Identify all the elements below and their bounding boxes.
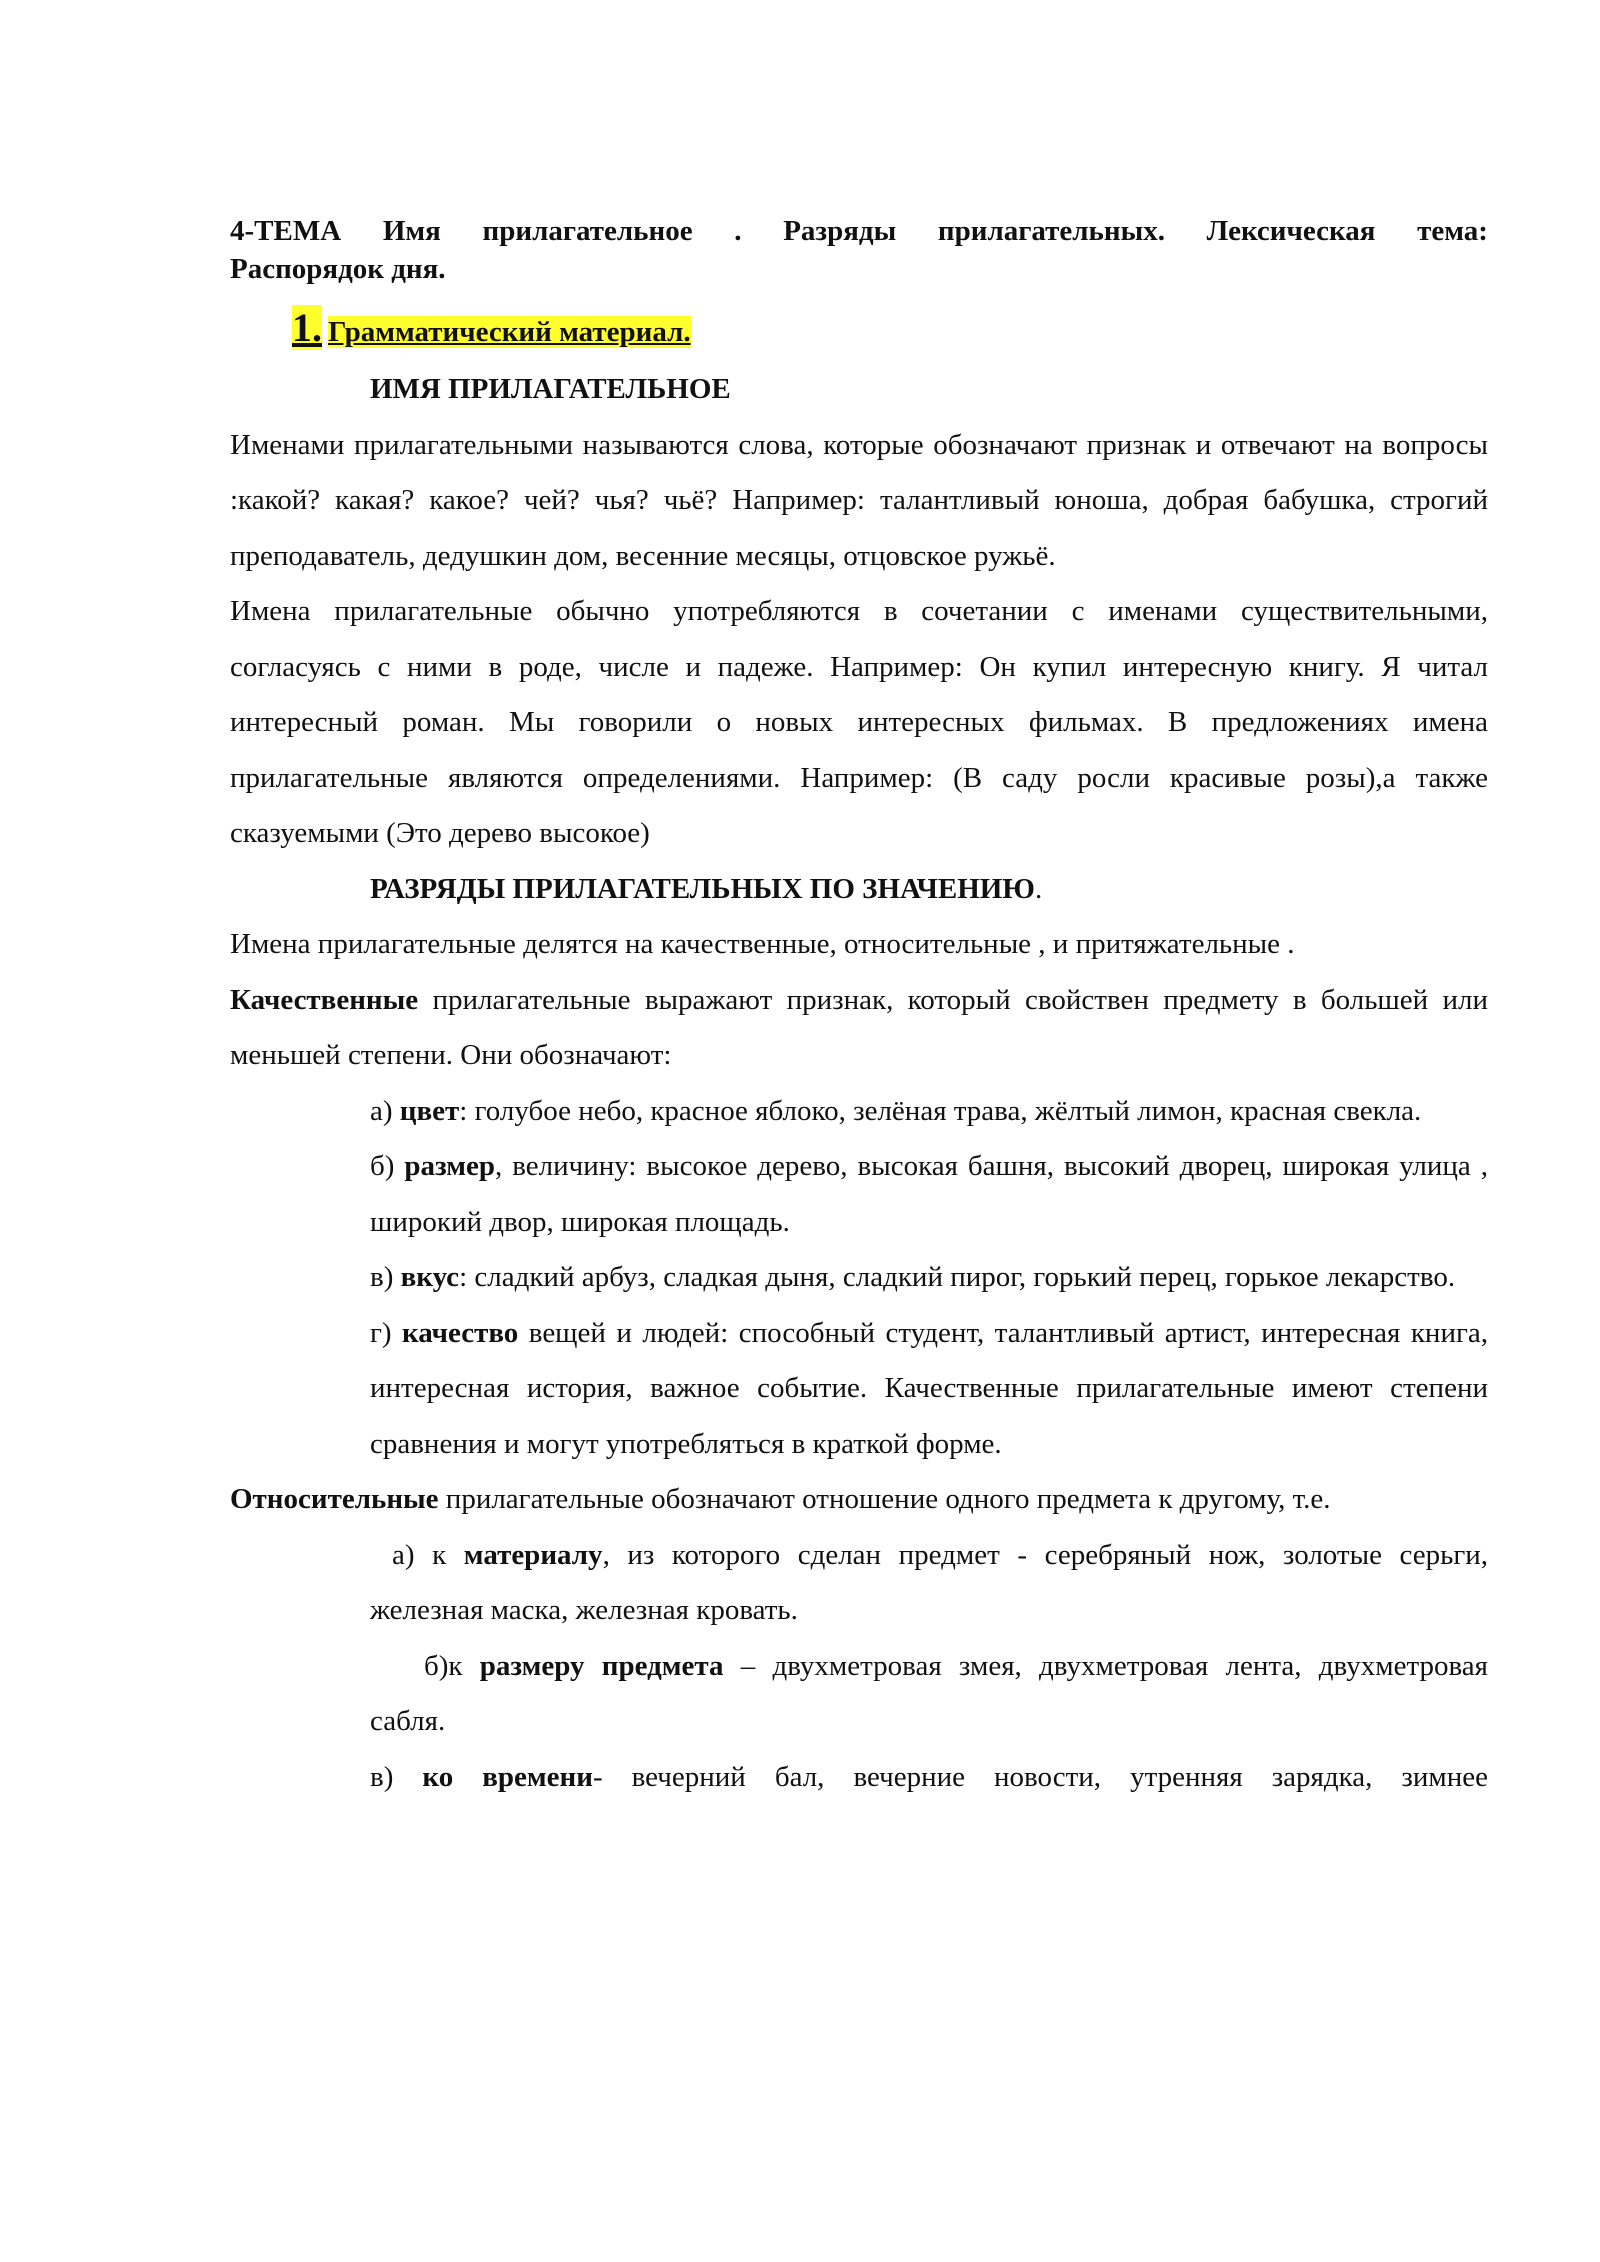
paragraph-usage: Имена прилагательные обычно употребляются в сочетании с именами существительными, согласуясь с ними в роде, числе и падеже. Например: Он купил интересную книгу. Я читал интересный роман. Мы говорили о новых интересных фильмах. В предложениях имена прилагательные являются определениями. Например: (В саду росли красивые розы),а также сказуемыми (Это дерево высокое) xyxy=(230,595,1488,849)
term-taste: вкус xyxy=(400,1261,460,1293)
title-word: 4-ТЕМА xyxy=(230,215,342,247)
term-object-size: размеру предмета xyxy=(479,1649,724,1682)
list-item-time xyxy=(230,1750,1488,1806)
section-heading xyxy=(230,298,1488,362)
relative-text: прилагательные обозначают отношение одного предмета к другому, т.е. xyxy=(438,1483,1331,1515)
list-item-size xyxy=(230,1139,1488,1250)
paragraph-qualitative xyxy=(230,973,1488,1084)
term-qualitative: Качественные xyxy=(230,983,419,1016)
list-item-object-size xyxy=(230,1639,1488,1750)
heading-adjective: ИМЯ ПРИЛАГАТЕЛЬНОЕ xyxy=(370,373,731,405)
list-item-text: – двухметровая змея, двухметровая лента, двухметровая сабля. xyxy=(370,1649,1488,1737)
title-word: прилагательное xyxy=(482,215,693,247)
list-item-prefix: а) к xyxy=(392,1538,464,1571)
paragraph-categories: Имена прилагательные делятся на качественные, относительные , и притяжательные . xyxy=(230,928,1295,960)
qualitative-text: прилагательные выражают признак, который свойствен предмету в большей или меньшей степени. Они обозначают: xyxy=(230,983,1488,1071)
list-item-text: : голубое небо, красное яблоко, зелёная трава, жёлтый лимон, красная свекла. xyxy=(459,1094,1422,1127)
list-item-prefix: г) xyxy=(370,1316,403,1349)
heading-categories-dot: . xyxy=(1034,872,1043,905)
term-color: цвет xyxy=(399,1094,460,1127)
list-item-text: , величину: высокое дерево, высокая башня, высокий дворец, широкая улица , широкий двор, широкая площадь. xyxy=(370,1150,1488,1238)
section-number: 1. xyxy=(292,305,322,350)
heading-categories-text: РАЗРЯДЫ ПРИЛАГАТЕЛЬНЫХ ПО ЗНАЧЕНИЮ xyxy=(370,872,1035,905)
list-item-prefix: а) xyxy=(370,1094,400,1127)
term-size: размер xyxy=(404,1150,496,1182)
list-item-prefix: в) xyxy=(370,1760,423,1793)
title-word: Имя xyxy=(382,215,441,247)
section-label: Грамматический материал. xyxy=(328,316,691,348)
topic-title xyxy=(230,212,1488,288)
topic-title-line2: Распорядок дня. xyxy=(230,253,446,285)
term-relative: Относительные xyxy=(230,1483,439,1515)
heading-categories xyxy=(230,862,1488,918)
list-item-taste xyxy=(230,1250,1488,1306)
document-body xyxy=(230,212,1488,1805)
title-word: прилагательных. xyxy=(937,215,1165,247)
list-item-text: : сладкий арбуз, сладкая дыня, сладкий пирог, горький перец, горькое лекарство. xyxy=(459,1261,1456,1293)
paragraph-relative xyxy=(230,1472,1488,1528)
list-item-quality xyxy=(230,1306,1488,1473)
list-item-prefix: б)к xyxy=(424,1649,480,1682)
title-word: Разряды xyxy=(783,215,897,247)
list-item-material xyxy=(230,1528,1488,1639)
title-word: . xyxy=(734,215,742,247)
list-item-text: вещей и людей: способный студент, талантливый артист, интересная книга, интересная история, важное событие. Качественные прилагательные имеют степени сравнения и могут употребляться в краткой форме. xyxy=(370,1316,1488,1460)
list-item-text: , из которого сделан предмет - серебряный нож, золотые серьги, железная маска, железная кровать. xyxy=(370,1538,1488,1626)
title-word: тема: xyxy=(1417,215,1488,247)
list-item-prefix: в) xyxy=(370,1261,401,1293)
list-item-text: - вечерний бал, вечерние новости, утренняя зарядка, зимнее xyxy=(592,1760,1489,1793)
title-word: Лексическая xyxy=(1206,215,1376,247)
term-quality: качество xyxy=(402,1316,519,1349)
term-material: материалу xyxy=(463,1538,603,1571)
list-item-color xyxy=(230,1084,1488,1140)
list-item-prefix: б) xyxy=(370,1150,405,1182)
term-time: ко времени xyxy=(422,1760,593,1793)
topic-title-line1 xyxy=(230,212,1488,250)
paragraph-definition: Именами прилагательными называются слова, которые обозначают признак и отвечают на вопросы :какой? какая? какое? чей? чья? чьё? Например: талантливый юноша, добрая бабушка, строгий преподаватель, дедушкин дом, весенние месяцы, отцовское ружьё. xyxy=(230,428,1488,572)
